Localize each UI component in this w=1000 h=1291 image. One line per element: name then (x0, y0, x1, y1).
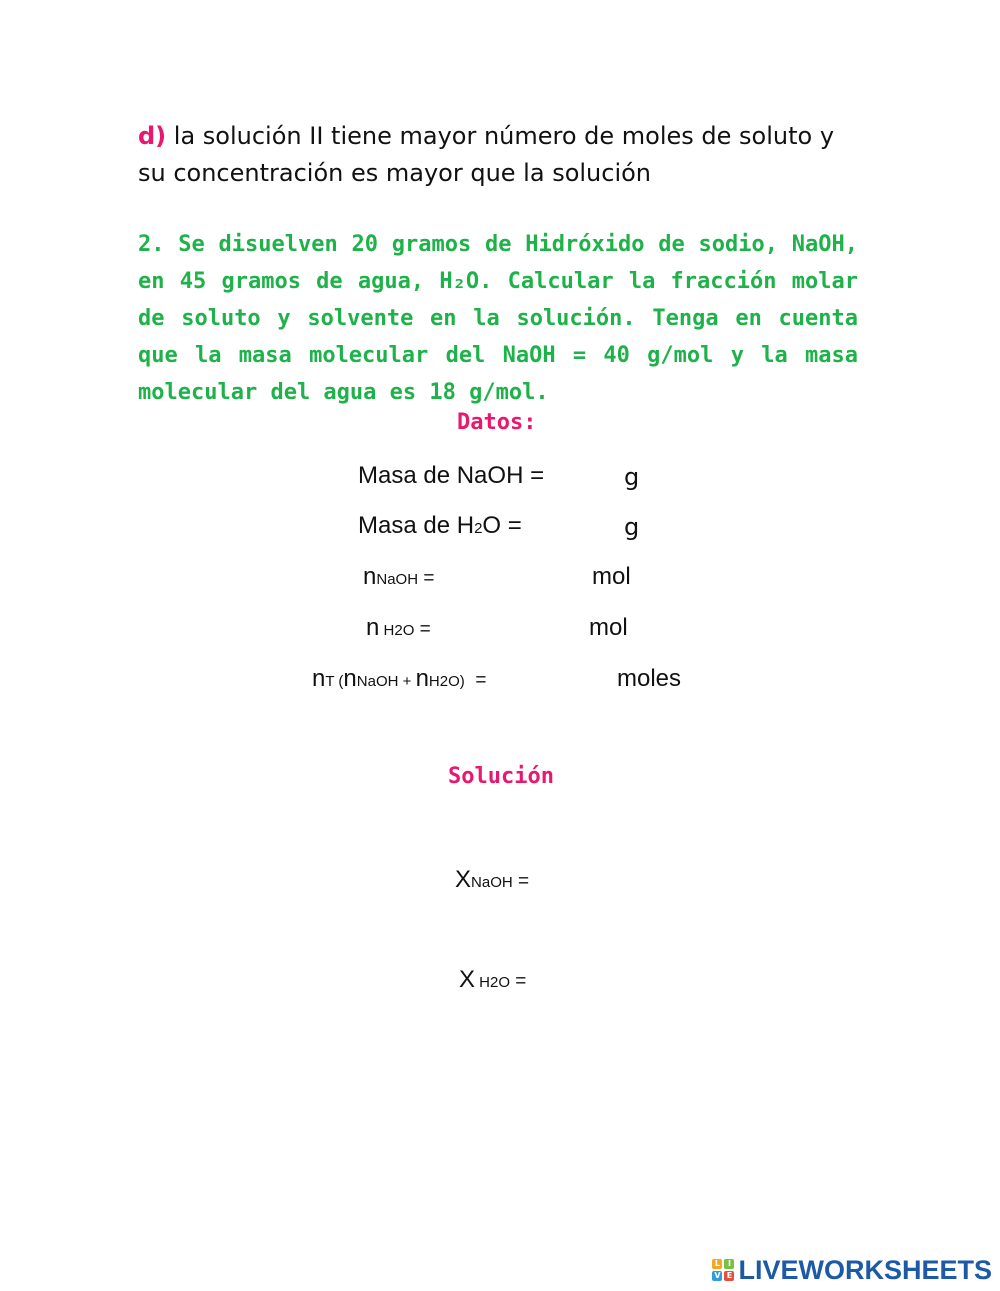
x-naoh-sub: NaOH (471, 874, 513, 891)
n-h2o-symbol: n (366, 614, 380, 641)
question-2-text: 2. Se disuelven 20 gramos de Hidróxido de sodio, NaOH, en 45 gramos de agua, H₂O. Calcular la fracción molar de soluto y solvente en la solución. Tenga en cuenta que la masa molecular del NaOH = 40 g/mol y la masa molecular del agua es 18 g/mol. (138, 232, 858, 405)
n-total-unit: moles (617, 665, 682, 692)
n-naoh-label (363, 563, 434, 591)
masa-naoh-unit: g (624, 463, 640, 491)
x-h2o-sub: H2O (475, 974, 511, 991)
solucion-heading: Solución (448, 764, 554, 789)
x-h2o-eq: = (510, 971, 527, 992)
liveworksheets-logo-icon (712, 1259, 734, 1281)
masa-h2o-label-post: O = (482, 512, 522, 539)
n-total-label (312, 665, 486, 693)
n-total-eq: = (464, 670, 487, 691)
n-total-n2: n (415, 665, 429, 692)
option-d (138, 118, 862, 192)
option-d-label: d) (138, 122, 167, 150)
n-h2o-label (366, 614, 431, 642)
n-naoh-symbol: n (363, 563, 377, 590)
x-naoh-symbol: X (455, 866, 472, 893)
logo-mark-tile: I (724, 1259, 734, 1269)
n-total-sub-naoh: NaOH + (356, 673, 416, 690)
n-total-sub-t: T ( (325, 673, 344, 690)
logo-mark-tile: L (712, 1259, 722, 1269)
n-h2o-sub: H2O (379, 622, 415, 639)
x-h2o-label (459, 966, 526, 994)
n-naoh-eq: = (418, 568, 435, 589)
masa-h2o-unit: g (624, 513, 640, 541)
n-h2o-unit: mol (589, 614, 628, 641)
x-naoh-label (455, 866, 529, 894)
masa-h2o-label-sub: 2 (474, 520, 483, 537)
n-total-n1: n (343, 665, 357, 692)
masa-naoh-label: Masa de NaOH = (358, 462, 545, 489)
masa-h2o-label-pre: Masa de H (358, 512, 475, 539)
n-naoh-unit: mol (592, 563, 631, 590)
liveworksheets-logo-text: LIVEWORKSHEETS (738, 1254, 992, 1285)
n-total-sub-h2o: H2O) (428, 673, 465, 690)
n-total-symbol: n (312, 665, 326, 692)
logo-mark-tile: E (724, 1271, 734, 1281)
n-h2o-eq: = (414, 619, 431, 640)
option-d-text: la solución II tiene mayor número de moles de soluto y su concentración es mayor que la solución (138, 122, 835, 187)
logo-mark-tile: V (714, 1271, 721, 1280)
x-h2o-symbol: X (459, 966, 476, 993)
liveworksheets-logo[interactable] (712, 1254, 992, 1286)
n-naoh-sub: NaOH (376, 571, 419, 588)
x-naoh-eq: = (512, 871, 530, 892)
datos-heading: Datos: (457, 410, 537, 435)
masa-h2o-label (358, 512, 522, 540)
